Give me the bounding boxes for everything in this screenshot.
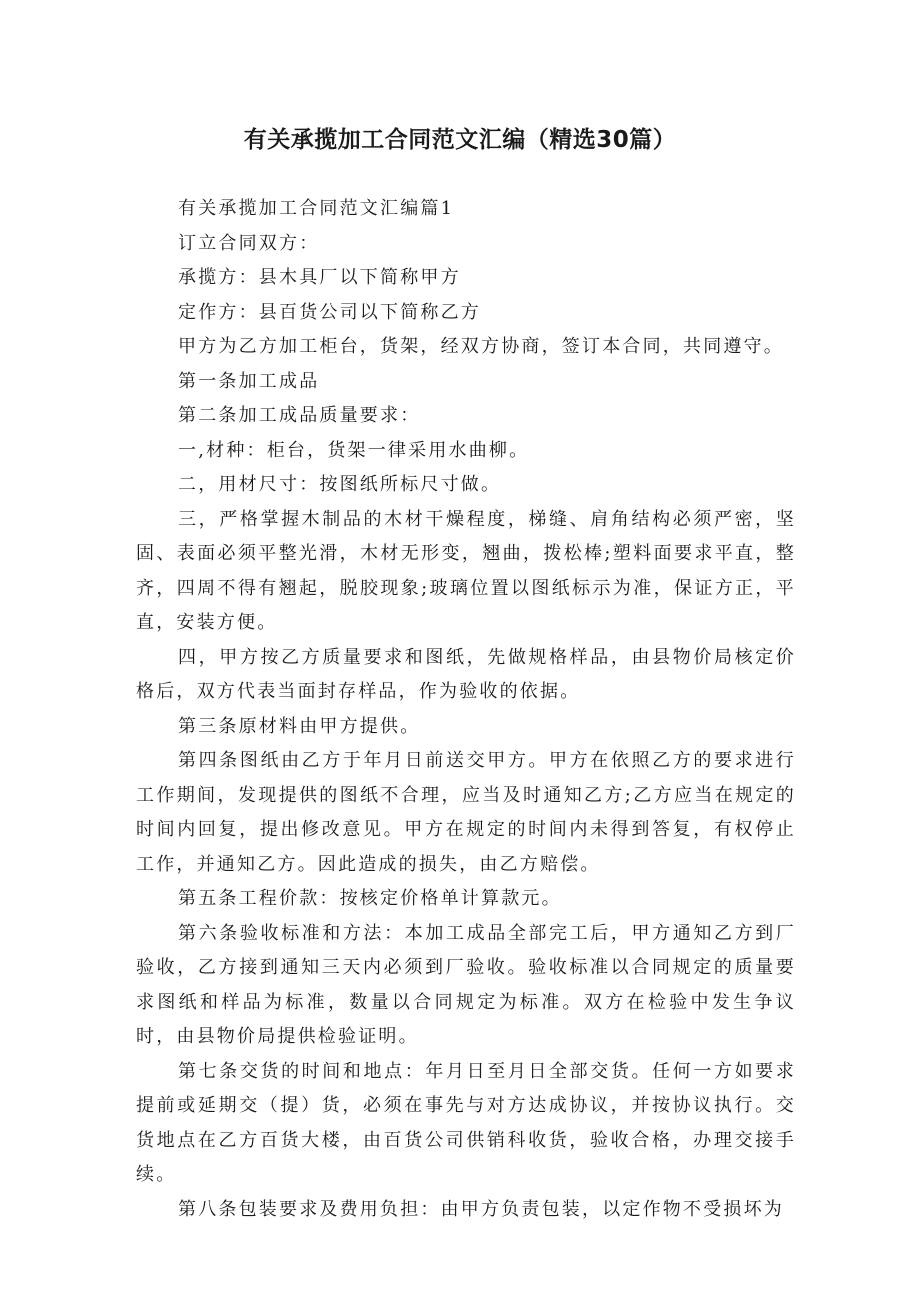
- paragraph-article-1: 第一条加工成品: [178, 370, 320, 392]
- document-title: 有关承揽加工合同范文汇编（精选30篇）: [243, 127, 677, 153]
- paragraph-item-4: 四，甲方按乙方质量要求和图纸，先做规格样品，由县物价局核定价格后，双方代表当面封存样品，作为验收的依据。: [136, 646, 796, 702]
- paragraph-item-3: 三，严格掌握木制品的木材干燥程度，梯缝、肩角结构必须严密，坚固、表面必须平整光滑，木材无形变，翘曲，拨松棒;塑料面要求平直，整齐，四周不得有翘起，脱胶现象;玻璃位置以图纸标示为准，保证方正，平直，安装方便。: [136, 508, 796, 633]
- paragraph-article-2: 第二条加工成品质量要求：: [178, 405, 421, 426]
- paragraph-item-1: 一,材种：柜台，货架一律采用水曲柳。: [178, 439, 530, 461]
- paragraph-article-3: 第三条原材料由甲方提供。: [178, 715, 421, 737]
- paragraph-contractor: 承揽方：县木具厂以下简称甲方: [178, 267, 461, 288]
- paragraph-article-6: 第六条验收标准和方法：本加工成品全部完工后，甲方通知乙方到厂验收，乙方接到通知三天内必须到厂验收。验收标准以合同规定的质量要求图纸和样品为标准，数量以合同规定为标准。双方在检验中发生争议时，由县物价局提供检验证明。: [136, 922, 796, 1047]
- paragraph-article-7: 第七条交货的时间和地点：年月日至月日全部交货。任何一方如要求提前或延期交（提）货，必须在事先与对方达成协议，并按协议执行。交货地点在乙方百货大楼，由百货公司供销科收货，验收合格，办理交接手续。: [136, 1060, 796, 1185]
- paragraph-client: 定作方：县百货公司以下简称乙方: [178, 301, 481, 323]
- paragraph-article-8: 第八条包装要求及费用负担：由甲方负责包装，以定作物不受损坏为: [178, 1198, 784, 1220]
- document-body: [136, 192, 796, 1227]
- paragraph-section-heading: 有关承揽加工合同范文汇编篇1: [178, 198, 455, 219]
- paragraph-item-2: 二，用材尺寸：按图纸所标尺寸做。: [178, 474, 502, 495]
- paragraph-article-4: 第四条图纸由乙方于年月日前送交甲方。甲方在依照乙方的要求进行工作期间，发现提供的图纸不合理，应当及时通知乙方;乙方应当在规定的时间内回复，提出修改意见。甲方在规定的时间内未得到答复，有权停止工作，并通知乙方。因此造成的损失，由乙方赔偿。: [136, 750, 796, 875]
- paragraph-article-5: 第五条工程价款：按核定价格单计算款元。: [178, 888, 562, 909]
- paragraph-parties-label: 订立合同双方：: [178, 232, 320, 254]
- paragraph-agreement: 甲方为乙方加工柜台，货架，经双方协商，签订本合同，共同遵守。: [178, 336, 784, 357]
